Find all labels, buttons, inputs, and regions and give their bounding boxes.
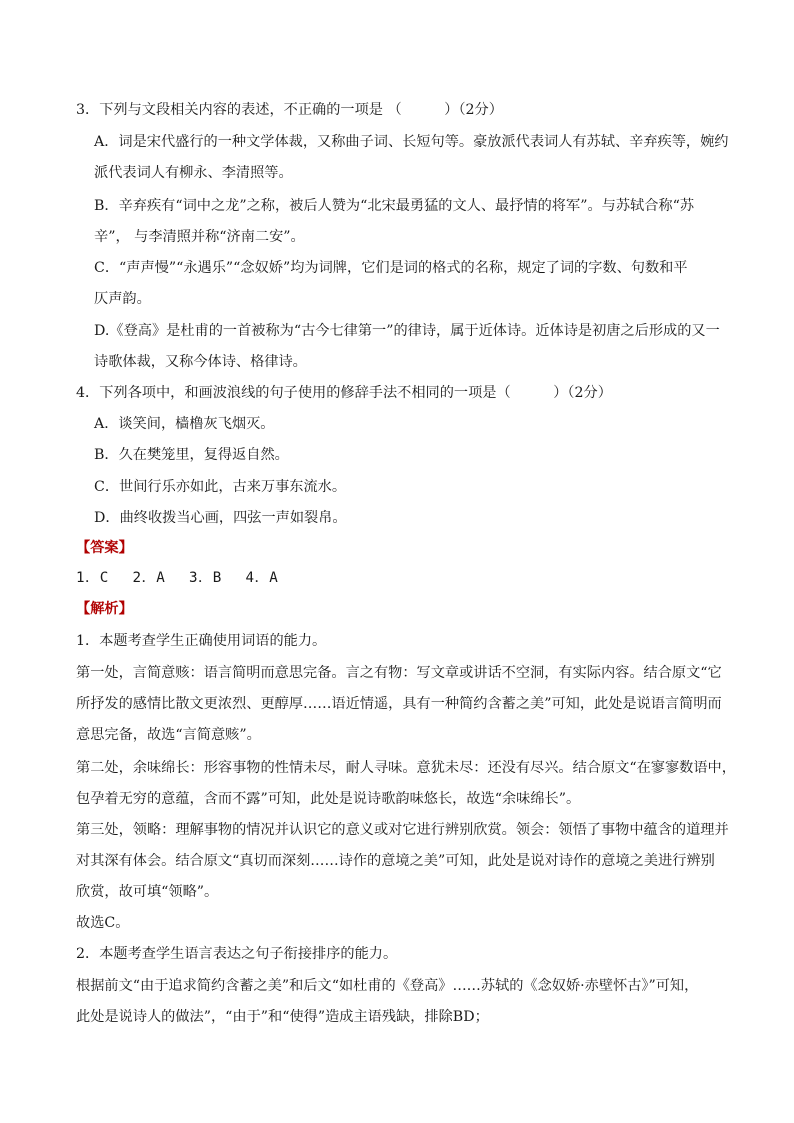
question-3-option-b-cont: 辛”， 与李清照并称“济南二安”。: [94, 229, 305, 245]
question-3-option-c-cont: 仄声韵。: [94, 291, 151, 307]
answer-list: 1．C 2．A 3．B 4．A: [76, 570, 279, 586]
question-4-option-c: C．世间行乐亦如此，古来万事东流水。: [94, 479, 347, 495]
question-4-option-d: D．曲终收拨当心画，四弦一声如裂帛。: [94, 510, 347, 526]
answer-heading: 【答案】: [76, 540, 133, 556]
question-3-option-a-cont: 派代表词人有柳永、李清照等。: [94, 165, 293, 181]
question-3-option-b: B．辛弃疾有“词中之龙”之称，被后人赞为“北宋最勇猛的文人、最抒情的将军”。与苏轼合称“苏: [94, 198, 695, 214]
analysis-1-line: 第一处，言简意赅：语言简明而意思完备。言之有物：写文章或讲话不空洞，有实际内容。结合原文“它: [76, 665, 722, 681]
analysis-1-line: 第三处，领略：理解事物的情况并认识它的意义或对它进行辨别欣赏。领会：领悟了事物中蕴含的道理并: [76, 822, 729, 838]
analysis-2-intro: 2．本题考查学生语言表达之句子衔接排序的能力。: [76, 946, 398, 962]
question-4-option-b: B．久在樊笼里，复得返自然。: [94, 447, 289, 463]
analysis-2-line: 此处是说诗人的做法”，“由于”和“使得”造成主语残缺，排除BD；: [76, 1009, 489, 1025]
analysis-heading: 【解析】: [76, 601, 133, 617]
analysis-1-intro: 1．本题考查学生正确使用词语的能力。: [76, 633, 327, 649]
analysis-1-conclusion: 故选C。: [76, 915, 130, 931]
question-3-stem: 3．下列与文段相关内容的表述，不正确的一项是 （ ）（2分）: [76, 102, 503, 118]
question-4-option-a: A．谈笑间，樯橹灰飞烟灭。: [94, 416, 275, 432]
question-3-option-a: A．词是宋代盛行的一种文学体裁，又称曲子词、长短句等。豪放派代表词人有苏轼、辛弃疾等，婉约: [94, 134, 729, 150]
question-4-stem: 4．下列各项中，和画波浪线的句子使用的修辞手法不相同的一项是（ ）（2分）: [76, 385, 612, 401]
analysis-1-line: 对其深有体会。结合原文“真切而深刻……诗作的意境之美”可知，此处是说对诗作的意境之美进行辨别: [76, 853, 715, 869]
analysis-1-line: 欣赏，故可填“领略”。: [76, 884, 219, 900]
question-3-option-c: C．“声声慢”“永遇乐”“念奴娇”均为词牌，它们是词的格式的名称，规定了词的字数、句数和平: [94, 260, 688, 276]
analysis-1-line: 意思完备，故选“言简意赅”。: [76, 727, 261, 743]
analysis-2-line: 根据前文“由于追求简约含蓄之美”和后文“如杜甫的《登高》……苏轼的《念奴娇·赤壁怀古》”可知，: [76, 978, 699, 994]
analysis-1-line: 第二处，余味绵长：形容事物的性情未尽，耐人寻味。意犹未尽：还没有尽兴。结合原文“在寥寥数语中，: [76, 760, 736, 776]
analysis-1-line: 包孕着无穷的意蕴，含而不露”可知，此处是说诗歌韵味悠长，故选“余味绵长”。: [76, 791, 581, 807]
question-3-option-d: D.《登高》是杜甫的一首被称为“古今七律第一”的律诗，属于近体诗。近体诗是初唐之后形成的又一: [94, 323, 720, 339]
analysis-1-line: 所抒发的感情比散文更浓烈、更醇厚……语近情遥，具有一种简约含蓄之美”可知，此处是说语言简明而: [76, 696, 722, 712]
question-3-option-d-cont: 诗歌体裁，又称今体诗、格律诗。: [94, 354, 307, 370]
